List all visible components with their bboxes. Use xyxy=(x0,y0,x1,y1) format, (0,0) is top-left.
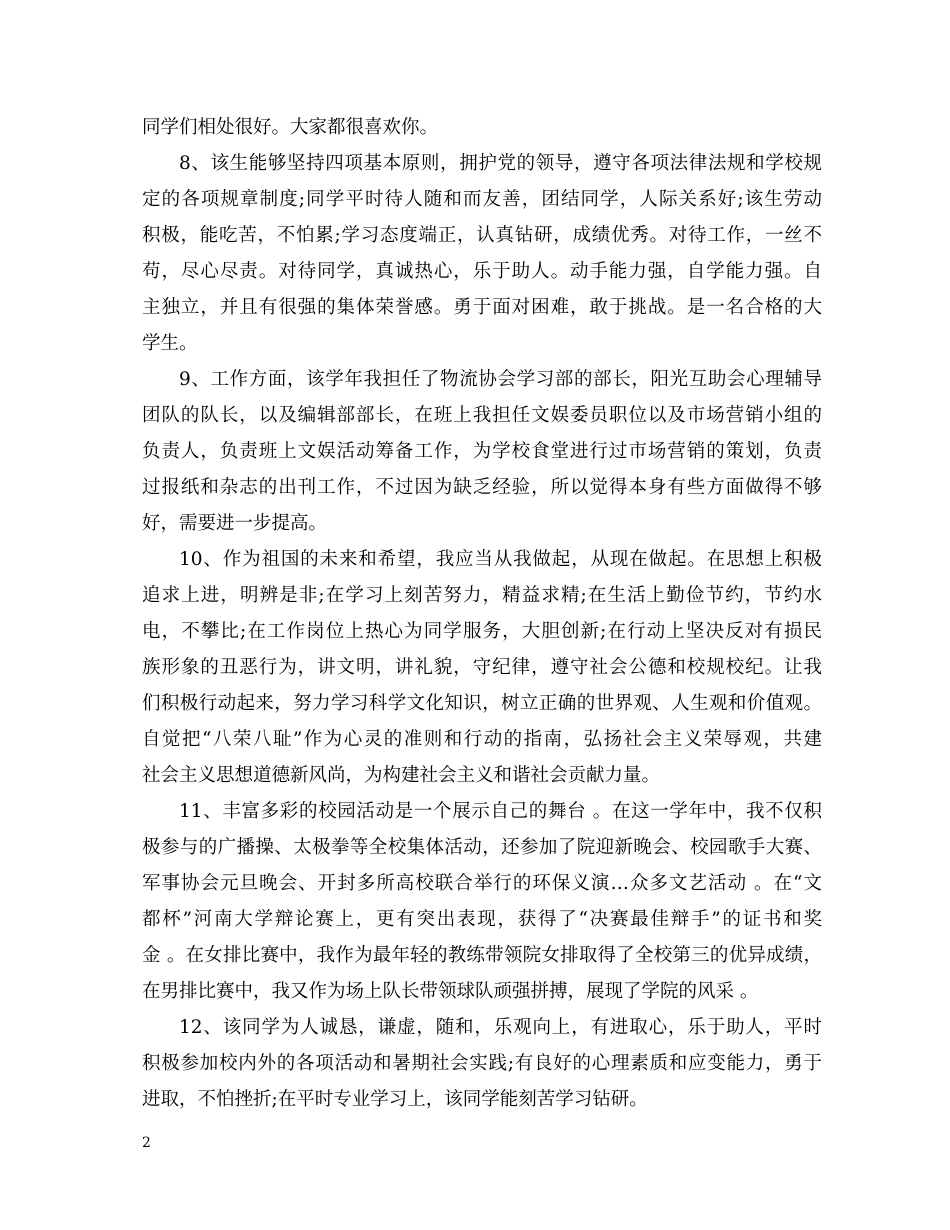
text-line: 们积极行动起来，努力学习科学文化知识，树立正确的世界观、人生观和价值观。 xyxy=(142,693,822,714)
text-line: 苟，尽心尽责。对待同学，真诚热心，乐于助人。动手能力强，自学能力强。自 xyxy=(142,261,822,282)
text-line: 学生。 xyxy=(142,333,198,354)
text-line: 金 。在女排比赛中，我作为最年轻的教练带领院女排取得了全校第三的优异成绩， xyxy=(142,945,822,966)
text-line: 都杯”河南大学辩论赛上，更有突出表现，获得了“决赛最佳辩手”的证书和奖 xyxy=(142,909,822,930)
text-line: 自觉把“八荣八耻”作为心灵的准则和行动的指南，弘扬社会主义荣辱观，共建 xyxy=(142,729,822,750)
text-line: 团队的队长，以及编辑部部长，在班上我担任文娱委员职位以及市场营销小组的 xyxy=(142,405,822,426)
text-line: 负责人，负责班上文娱活动筹备工作，为学校食堂进行过市场营销的策划，负责 xyxy=(142,441,822,462)
text-line: 追求上进，明辨是非;在学习上刻苦努力，精益求精;在生活上勤俭节约，节约水 xyxy=(142,585,822,606)
text-line: 好，需要进一步提高。 xyxy=(142,513,328,534)
text-line: 电，不攀比;在工作岗位上热心为同学服务，大胆创新;在行动上坚决反对有损民 xyxy=(142,621,822,642)
text-line: 定的各项规章制度;同学平时待人随和而友善，团结同学，人际关系好;该生劳动 xyxy=(142,189,822,210)
text-line: 在男排比赛中，我又作为场上队长带领球队顽强拼搏，展现了学院的风采 。 xyxy=(142,981,759,1002)
text-line: 积极，能吃苦，不怕累;学习态度端正，认真钻研，成绩优秀。对待工作，一丝不 xyxy=(142,225,822,246)
text-line: 极参与的广播操、太极拳等全校集体活动，还参加了院迎新晚会、校园歌手大赛、 xyxy=(142,837,822,858)
text-line: 过报纸和杂志的出刊工作，不过因为缺乏经验，所以觉得本身有些方面做得不够 xyxy=(142,477,822,498)
text-line: 军事协会元旦晚会、开封多所高校联合举行的环保义演…众多文艺活动 。在“文 xyxy=(142,873,822,894)
text-line: 社会主义思想道德新风尚，为构建社会主义和谐社会贡献力量。 xyxy=(142,765,661,786)
text-line: 12、该同学为人诚恳，谦虚，随和，乐观向上，有进取心，乐于助人，平时 xyxy=(179,1017,822,1038)
text-line: 进取，不怕挫折;在平时专业学习上，该同学能刻苦学习钻研。 xyxy=(142,1089,648,1110)
page-number: 2 xyxy=(142,1135,151,1151)
text-line: 9、工作方面，该学年我担任了物流协会学习部的部长，阳光互助会心理辅导 xyxy=(179,369,822,390)
text-line: 主独立，并且有很强的集体荣誉感。勇于面对困难，敢于挑战。是一名合格的大 xyxy=(142,297,822,318)
text-line: 积极参加校内外的各项活动和暑期社会实践;有良好的心理素质和应变能力，勇于 xyxy=(142,1053,822,1074)
text-line: 8、该生能够坚持四项基本原则，拥护党的领导，遵守各项法律法规和学校规 xyxy=(179,153,822,174)
text-line: 同学们相处很好。大家都很喜欢你。 xyxy=(142,117,439,138)
text-line: 族形象的丑恶行为，讲文明，讲礼貌，守纪律，遵守社会公德和校规校纪。让我 xyxy=(142,657,822,678)
text-line: 10、作为祖国的未来和希望，我应当从我做起，从现在做起。在思想上积极 xyxy=(179,549,822,570)
text-line: 11、丰富多彩的校园活动是一个展示自己的舞台 。在这一学年中，我不仅积 xyxy=(179,801,822,822)
document-body xyxy=(142,110,822,1118)
